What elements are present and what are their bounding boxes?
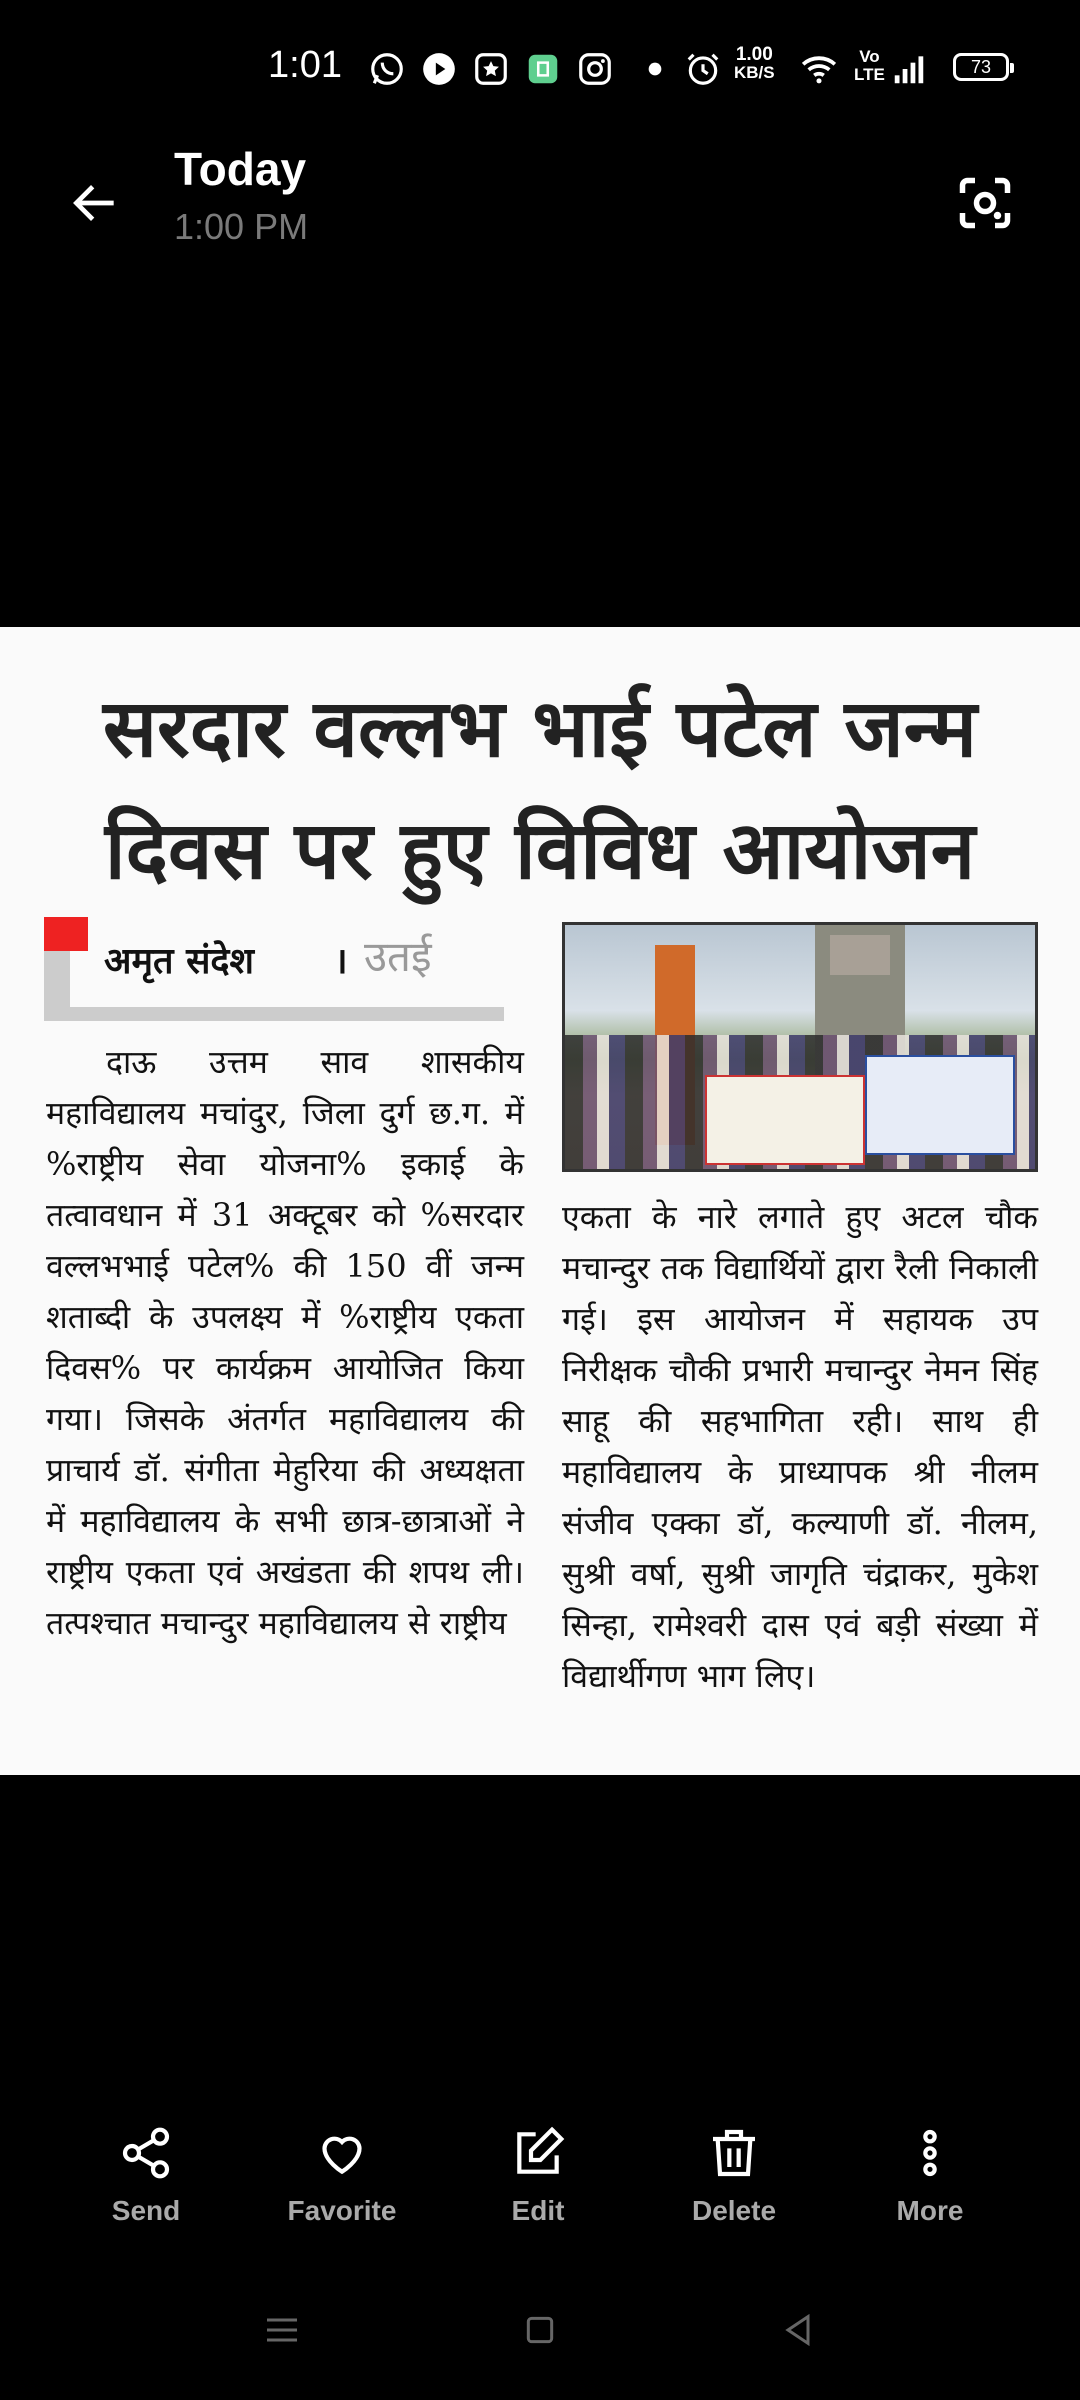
article-column-left — [46, 1037, 524, 1649]
edit-icon — [510, 2125, 566, 2181]
page-subtitle: 1:00 PM — [174, 206, 309, 247]
volte-label — [854, 48, 885, 84]
youtube-music-icon — [420, 50, 458, 88]
photo-viewer[interactable] — [0, 627, 1080, 1775]
send-label: Send — [111, 2195, 181, 2226]
trash-icon — [706, 2125, 762, 2181]
article-paragraph-2: एकता के नारे लगाते हुए अटल चौक मचान्दुर तक विद्यार्थियों द्वारा रैली निकाली गई। इस आयोजन में सहायक उप निरीक्षक चौकी प्रभारी मचान्दुर नेमन सिंह साहू की सहभागिता रही। साथ ही महाविद्यालय के प्राध्यापक श्री नीलम संजीव एक्का डॉ, कल्याणी डॉ. नीलम, सुश्री वर्षा, सुश्री जागृति चंद्राकर, मुकेश सिन्हा, रामेश्वरी दास एवं बड़ी संख्या में विद्यार्थीगण भाग लिए। — [562, 1198, 1038, 1695]
share-icon — [118, 2125, 174, 2181]
status-bar — [0, 0, 1080, 120]
green-app-icon — [524, 50, 562, 88]
volte-bottom: LTE — [854, 65, 885, 84]
masthead — [44, 917, 504, 1027]
favorite-button[interactable] — [262, 2125, 422, 2255]
banner-right — [865, 1055, 1015, 1155]
speed-value: 1.00 — [735, 44, 773, 65]
signal-icon — [890, 50, 928, 88]
headline-line-2: दिवस पर हुए विविध आयोजन — [104, 803, 976, 897]
news-photo — [562, 922, 1038, 1172]
delete-label: Delete — [691, 2195, 777, 2226]
masthead-red-block — [44, 917, 88, 951]
send-button[interactable] — [66, 2125, 226, 2255]
volte-top: Vo — [859, 47, 880, 66]
masthead-grey-rule — [44, 1007, 504, 1021]
home-square-icon — [520, 2310, 560, 2350]
article-headline — [0, 667, 1080, 911]
article-paragraph-1: दाऊ उत्तम साव शासकीय महाविद्यालय मचांदुर, जिला दुर्ग छ.ग. में %राष्ट्रीय सेवा योजना% इकाई के तत्वावधान में 31 अक्टूबर को %सरदार वल्लभभाई पटेल% की 150 वीं जन्म शताब्दी के उपलक्ष्य में %राष्ट्रीय एकता दिवस% पर कार्यक्रम आयोजित किया गया। जिसके अंतर्गत महाविद्यालय की प्राचार्य डॉ. संगीता मेहुरिया की अध्यक्षता में महाविद्यालय के सभी छात्र-छात्राओं ने राष्ट्रीय एकता एवं अखंडता की शपथ ली। तत्पश्चात मचान्दुर महाविद्यालय से राष्ट्रीय — [46, 1043, 524, 1642]
action-bar — [0, 2125, 1080, 2255]
headline-line-1: सरदार वल्लभ भाई पटेल जन्म — [102, 681, 978, 775]
edit-label: Edit — [511, 2195, 565, 2226]
menu-icon — [262, 2310, 302, 2350]
wifi-icon — [800, 50, 838, 88]
star-app-icon — [472, 50, 510, 88]
more-vertical-icon — [902, 2125, 958, 2181]
article-column-right — [562, 1192, 1038, 1702]
heart-icon — [314, 2125, 370, 2181]
status-time: 1:01 — [268, 44, 342, 86]
delete-button[interactable] — [654, 2125, 814, 2255]
triangle-back-icon — [778, 2310, 818, 2350]
lens-button[interactable] — [950, 168, 1020, 238]
battery-indicator: 73 — [953, 53, 1009, 81]
back-button[interactable] — [60, 168, 130, 238]
network-speed — [734, 46, 775, 82]
arrow-left-icon — [67, 175, 123, 231]
nav-menu-button[interactable] — [252, 2300, 312, 2360]
favorite-label: Favorite — [287, 2195, 397, 2226]
alarm-icon — [684, 50, 722, 88]
masthead-separator: । — [334, 940, 348, 982]
instagram-icon — [576, 50, 614, 88]
page-title: Today — [174, 143, 307, 195]
masthead-name: अमृत संदेश — [104, 940, 255, 982]
edit-button[interactable] — [458, 2125, 618, 2255]
speed-unit: KB/S — [734, 63, 775, 82]
nav-home-button[interactable] — [510, 2300, 570, 2360]
more-button[interactable] — [850, 2125, 1010, 2255]
banner-left — [705, 1075, 865, 1165]
nav-back-button[interactable] — [768, 2300, 828, 2360]
lens-icon — [955, 173, 1015, 233]
more-label: More — [896, 2195, 964, 2226]
masthead-place: उतई — [364, 932, 432, 981]
whatsapp-icon — [368, 50, 406, 88]
dot-icon — [636, 50, 674, 88]
